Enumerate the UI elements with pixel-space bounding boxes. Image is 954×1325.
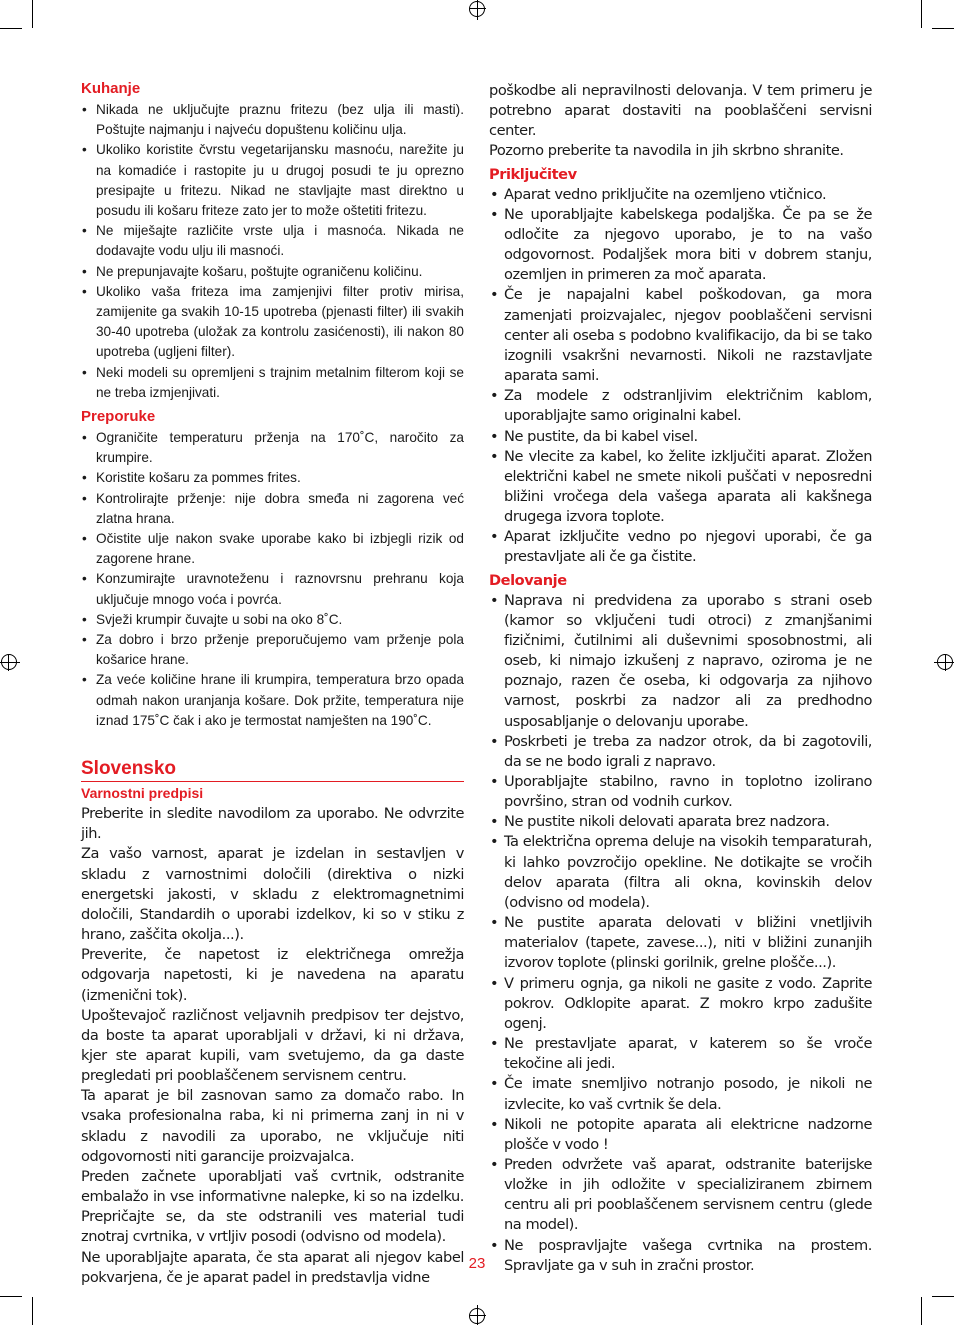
paragraph: Preden začnete uporabljati vaš cvrtnik, odstranite embalažo in vse informativne nalepke, ki so na izdelku. Prepričajte se, da ste odstranili ves material tudi znotraj cvrtnika, v vrtljiv posodi (odvisno od modela). <box>81 1167 464 1246</box>
crop-mark <box>32 0 33 28</box>
list-item: • Ne prepunjavajte košaru, poštujte ograničenu količinu. <box>81 262 464 282</box>
list-item: • Ukoliko koristite čvrstu vegetarijansku masnoću, narežite ju na komadiće i rastopite ju u drugoj posudi te ju oprezno presipajte u fritezu. Nikad ne stavljajte mast direktno u posudu ili košaru friteze zato jer to može oštetiti fritezu. <box>81 140 464 221</box>
list-item: • Nikada ne uključujte praznu fritezu (bez ulja ili masti). Poštujte najmanju i najveću dopuštenu količinu ulja. <box>81 100 464 140</box>
registration-mark <box>469 1308 485 1324</box>
preporuke-list <box>81 428 464 731</box>
paragraph: Upoštevajoč različnost veljavnih predpisov ter dejstvo, da boste ta aparat uporabljali v državi, ki ni država, kjer ste aparat kupili, vam svetujemo, da ga daste pregledati pri pooblaščenem servisnem centru. <box>81 1006 464 1085</box>
registration-mark <box>470 1315 486 1316</box>
list-item: • Ne uporabljajte kabelskega podaljška. Če pa se že odločite za njegovo uporabo, je to na vašo odgovornost. Podaljšek mora biti v dobrem stanju, ozemljen in primeren za moč aparata. <box>489 205 872 286</box>
registration-mark <box>8 655 9 671</box>
list-item: • V primeru ognja, ga nikoli ne gasite z vodo. Zaprite pokrov. Odklopite aparat. Z mokro krpo zadušite ogenj. <box>489 974 872 1034</box>
paragraph: Ta aparat je bil zasnovan samo za domačo rabo. In vsaka profesionalna raba, ki ni primerna zanj in ni v skladu z navodili za uporabo, ne vključuje niti odgovornosti niti garancije proizvajalca. <box>81 1087 464 1165</box>
list-item: • Ukoliko vaša friteza ima zamjenjivi filter protiv mirisa, zamijenite ga svakih 10-15 upotreba (pjenasti filter) ili svakih 30-40 upotreba (uložak za kontrolu zasićenosti), ili nakon 80 upotreba (ugljeni filter). <box>81 282 464 363</box>
list-item: • Ne pustite aparata delovati v bližini vnetljivih materialov (tapete, zavese...), niti v bližini zunanjih izvorov toplote (plinski gorilnik, grelne plošče...). <box>489 913 872 973</box>
list-item: • Ne pustite nikoli delovati aparata brez nadzora. <box>489 812 872 832</box>
slovensko-body <box>81 804 464 1288</box>
paragraph: Pozorno preberite ta navodila in jih skrbno shranite. <box>489 142 844 160</box>
paragraph: Za vašo varnost, aparat je izdelan in sestavljen v skladu z varnostnimi določili (direktiva o nizki energetski jakosti, v skladu z elektromagnetnimi določili, Standardih o uporabi izdelkov, ki so v stiku z hrano, zaščita okolja...). <box>81 845 464 944</box>
list-item: • Poskrbeti je treba za nadzor otrok, da bi zagotovili, da se ne bodo igrali z napravo. <box>489 732 872 772</box>
registration-mark <box>1 654 17 670</box>
crop-mark <box>32 1297 33 1325</box>
list-item: • Ograničite temperaturu prženja na 170˚C, naročito za krumpire. <box>81 428 464 468</box>
list-item: • Ne miješajte različite vrste ulja i masnoća. Nikada ne dodavajte vodu ulju ili masnoći. <box>81 221 464 261</box>
section-title-prikljucitev: Priključitev <box>489 165 577 183</box>
left-column <box>81 76 464 1288</box>
crop-mark <box>0 1296 22 1297</box>
section-title-varnostni-predpisi: Varnostni predpisi <box>81 785 204 802</box>
page-number: 23 <box>468 1255 486 1272</box>
list-item: • Ne prestavljate aparat, v katerem so še vroče tekočine ali jedi. <box>489 1034 872 1074</box>
list-item: • Naprava ni predvidena za uporabo s strani oseb (kamor so vključeni tudi otroci) z zmanjšanimi fizičnimi, čutilnimi ali duševnimi sposobnostmi, ali oseb, ki nimajo izkušenj z napravo, oziroma je ne poznajo, razen če oseba, ki odgovarja za njihovo varnost, poskrbi za nadzor ali za predhodno usposabljanje o delovanju uporabe. <box>489 591 872 732</box>
paragraph: Ne uporabljajte aparata, če sta aparat ali njegov kabel pokvarjena, če je aparat padel in predstavlja vidne <box>81 1248 464 1286</box>
list-item: • Ne vlecite za kabel, ko želite izključiti aparat. Zložen električni kabel ne smete nikoli puščati v neposredni bližini vročega dela vašega aparata ali kakšnega drugega izvora toplote. <box>489 447 872 528</box>
list-item: • Ta električna oprema deluje na visokih temparaturah, ki lahko povzročijo opekline. Ne dotikajte se vročih delov aparata (filtra ali okna, kovinskih delov (odvisno od modela). <box>489 832 872 913</box>
list-item: • Ne pustite, da bi kabel visel. <box>489 427 872 447</box>
list-item: • Preden odvržete vaš aparat, odstranite baterijske vložke in jih odložite v specializiranem zbirnem centru ali pri pooblaščenem servisnem centru (glede na model). <box>489 1155 872 1236</box>
section-title-kuhanje: Kuhanje <box>81 80 141 97</box>
registration-mark <box>470 8 486 9</box>
paragraph: Preverite, če napetost iz električnega omrežja odgovarja napetosti, ki je navedena na aparatu (izmenični tok). <box>81 946 464 1004</box>
right-column <box>489 81 872 1276</box>
crop-mark <box>932 28 954 29</box>
paragraph: Preberite in sledite navodilom za uporabo. Ne odvrzite jih. <box>81 805 464 843</box>
list-item: • Ne pospravljajte vašega cvrtnika na prostem. Spravljate ga v suh in zračni prostor. <box>489 1236 872 1276</box>
language-heading: Slovensko <box>81 757 464 782</box>
list-item: • Aparat izključite vedno po njegovi uporabi, če ga prestavljate ali če ga čistite. <box>489 527 872 567</box>
section-title-preporuke: Preporuke <box>81 408 156 426</box>
section-title-delovanje: Delovanje <box>489 571 567 589</box>
list-item: • Za modele z odstranljivim električnim kablom, uporabljajte samo originalni kabel. <box>489 386 872 426</box>
list-item: • Uporabljajte stabilno, ravno in toplotno izolirano površino, stran od vodnih curkov. <box>489 772 872 812</box>
registration-mark <box>469 1 485 17</box>
list-item: • Nikoli ne potopite aparata ali elektricne nadzorne plošče v vodo ! <box>489 1115 872 1155</box>
list-item: • Očistite ulje nakon svake uporabe kako bi izbjegli rizik od zagorene hrane. <box>81 529 464 569</box>
paragraph: poškodbe ali nepravilnosti delovanja. V tem primeru je potrebno aparat dostaviti na pooblaščeni servisni center. <box>489 82 872 140</box>
list-item: • Kontrolirajte prženje: nije dobra smeđa ni zagorena već zlatna hrana. <box>81 489 464 529</box>
crop-mark <box>932 1296 954 1297</box>
list-item: • Za dobro i brzo prženje preporučujemo vam prženje pola košarice hrane. <box>81 630 464 670</box>
list-item: • Če je napajalni kabel poškodovan, ga mora zamenjati proizvajalec, njegov pooblaščeni servisni center ali oseba s podobno kvalifikacijo, da bi se tako izognili vsakršni nevarnosti. Nikoli ne razstavljate aparata sami. <box>489 285 872 386</box>
list-item: • Aparat vedno priključite na ozemljeno vtičnico. <box>489 185 872 205</box>
crop-mark <box>921 0 922 28</box>
crop-mark <box>921 1297 922 1325</box>
kuhanje-list <box>81 100 464 403</box>
crop-mark <box>0 28 22 29</box>
list-item: • Če imate snemljivo notranjo posodo, je nikoli ne izvlecite, ko vaš cvrtnik še dela. <box>489 1074 872 1114</box>
list-item: • Svježi krumpir čuvajte u sobi na oko 8˚C. <box>81 610 464 630</box>
list-item: • Koristite košaru za pommes frites. <box>81 468 464 488</box>
delovanje-list <box>489 591 872 1276</box>
list-item: • Neki modeli su opremljeni s trajnim metalnim filterom koji se ne treba izmjenjivati. <box>81 363 464 403</box>
list-item: • Za veće količine hrane ili krumpira, temperatura brzo opada odmah nakon uranjanja košare. Dok pržite, temperatura nije iznad 175˚C čak i ako je termostat namješten na 190˚C. <box>81 670 464 731</box>
list-item: • Konzumirajte uravnoteženu i raznovrsnu prehranu koja uključuje mnogo voća i povrća. <box>81 569 464 609</box>
prikljucitev-list <box>489 185 872 568</box>
registration-mark <box>945 655 946 671</box>
